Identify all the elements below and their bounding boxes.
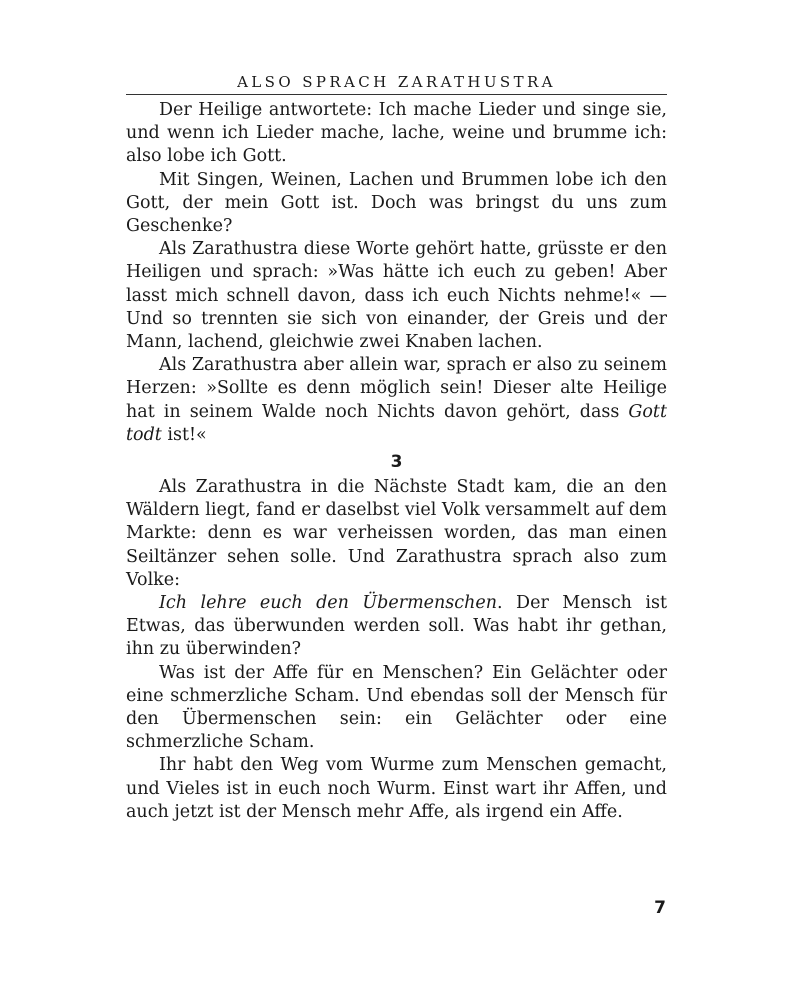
paragraph-text: ist!« (161, 424, 207, 445)
paragraph: Was ist der Affe für en Menschen? Ein Gelächter oder eine schmerzliche Scham. Und ebendas soll der Mensch für den Übermenschen sein: ein Gelächter oder eine schmerzliche Scham. (126, 662, 667, 753)
page-body (126, 72, 667, 824)
emphasized-text: Ich lehre euch den Übermenschen (159, 593, 497, 614)
paragraph: Ihr habt den Weg vom Wurme zum Menschen gemacht, und Vieles ist in euch noch Wurm. Einst wart ihr Affen, und auch jetzt ist der Mensch mehr Affe, als irgend ein Affe. (126, 755, 667, 822)
paragraph (126, 592, 667, 662)
emphasized-text: Gott todt (126, 401, 667, 445)
page-number: 7 (654, 898, 666, 918)
paragraph-text: Als Zarathustra aber allein war, sprach er also zu seinem Herzen: »Sollte es denn möglich sein! Dieser alte Heilige hat in seinem Walde noch Nichts davon gehört, dass (126, 355, 667, 422)
paragraph: Der Heilige antwortete: Ich mache Lieder und singe sie, und wenn ich Lieder mache, lache, weine und brumme ich: also lobe ich Gott. (126, 100, 667, 167)
running-head: ALSO SPRACH ZARATHUSTRA (126, 72, 667, 95)
paragraph-text: . Der Mensch ist Etwas, das überwunden werden soll. Was habt ihr gethan, ihn zu überwinden? (126, 593, 667, 660)
paragraph: Als Zarathustra diese Worte gehört hatte, grüsste er den Heiligen und sprach: »Was hätte ich euch zu geben! Aber lasst mich schnell davon, dass ich euch Nichts nehme!« — Und so trennten sie sich von einander, der Greis und der Mann, lachend, gleichwie zwei Knaben lachen. (126, 239, 667, 353)
paragraph: Als Zarathustra in die Nächste Stadt kam, die an den Wäldern liegt, fand er daselbst viel Volk versammelt auf dem Markte: denn es war verheissen worden, das man einen Seiltänzer sehen solle. Und Zarathustra sprach also zum Volke: (126, 477, 667, 590)
section-number: 3 (390, 452, 403, 473)
paragraph (126, 354, 667, 447)
paragraph: Mit Singen, Weinen, Lachen und Brummen lobe ich den Gott, der mein Gott ist. Doch was bringst du uns zum Geschenke? (126, 169, 667, 237)
